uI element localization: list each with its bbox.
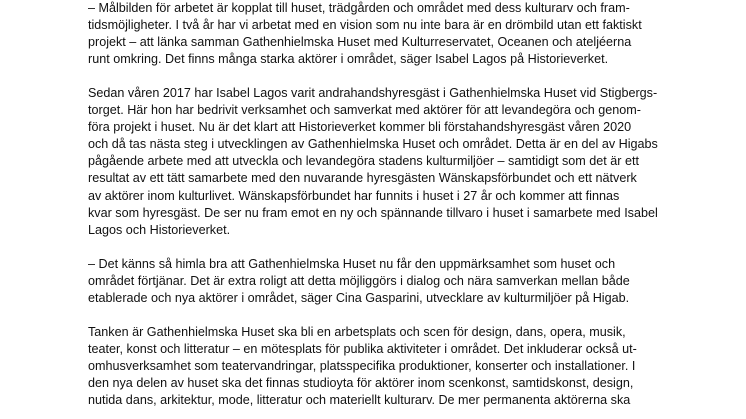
text-line: tidsmöjligheter. I två år har vi arbetat med en vision som nu inte bara är en drömbild utan ett faktiskt	[88, 18, 642, 33]
text-line: av aktörer inom kulturlivet. Wänskapsförbundet har funnits i huset i 27 år och kommer att finnas	[88, 188, 620, 203]
text-line: etablerade och nya aktörer i området, säger Cina Gasparini, utvecklare av kulturmiljöer på Higab.	[88, 290, 630, 305]
text-line: projekt – att länka samman Gathenhielmska Huset med Kulturreservatet, Oceanen och ateljéerna	[88, 35, 632, 50]
text-line: området förtjänar. Det är extra roligt att detta möjliggörs i dialog och nära samverkan mellan både	[88, 273, 630, 288]
text-line: Lagos och Historieverket.	[88, 222, 231, 237]
paragraph-background	[88, 85, 688, 238]
text-line: teater, konst och litteratur – en mötesplats för publika aktiviteter i området. Det inkluderar också ut-	[88, 341, 637, 356]
text-line: och då tas nästa steg i utvecklingen av Gathenhielmska Huset och området. Detta är en del av Higabs	[88, 137, 658, 152]
text-line: den nya delen av huset ska det finnas studioyta för aktörer inom scenkonst, samtidskonst, design,	[88, 376, 634, 391]
document-body	[88, 0, 688, 419]
text-line: Tanken är Gathenhielmska Huset ska bli en arbetsplats och scen för design, dans, opera, musik,	[88, 324, 626, 339]
text-line: – Det känns så himla bra att Gathenhielmska Huset nu får den uppmärksamhet som huset och	[88, 256, 616, 271]
text-line: – Målbilden för arbetet är kopplat till huset, trädgården och området med dess kulturarv och fram-	[88, 1, 630, 15]
text-line: nutida dans, arkitektur, mode, litteratur och materiellt kulturarv. De mer permanenta aktörerna ska	[88, 393, 631, 408]
paragraph-future-plans	[88, 324, 688, 409]
text-line: resultat av ett tätt samarbete med den nuvarande hyresgästen Wänskapsförbundet och ett nätverk	[88, 171, 637, 186]
paragraph-vision-quote	[88, 0, 688, 68]
text-line: runt omkring. Det finns många starka aktörer i området, säger Isabel Lagos på Historieverket.	[88, 52, 609, 67]
text-line: omhusverksamhet som teatervandringar, platsspecifika produktioner, konserter och installationer. I	[88, 358, 636, 373]
text-line: föra projekt i huset. Nu är det klart att Historieverket kommer bli förstahandshyresgäst våren 2020	[88, 120, 632, 135]
text-line: pågående arbete med att utveckla och levandegöra stadens kulturmiljöer – samtidigt som det är ett	[88, 154, 639, 169]
paragraph-higab-quote	[88, 256, 688, 307]
text-line: Sedan våren 2017 har Isabel Lagos varit andrahandshyresgäst i Gathenhielmska Huset vid Stigbergs-	[88, 86, 658, 101]
text-line: kvar som hyresgäst. De ser nu fram emot en ny och spännande tillvaro i huset i samarbete med Isabel	[88, 205, 658, 220]
text-line: torget. Här hon har bedrivit verksamhet och samverkat med aktörer för att levandegöra och genom-	[88, 103, 641, 118]
